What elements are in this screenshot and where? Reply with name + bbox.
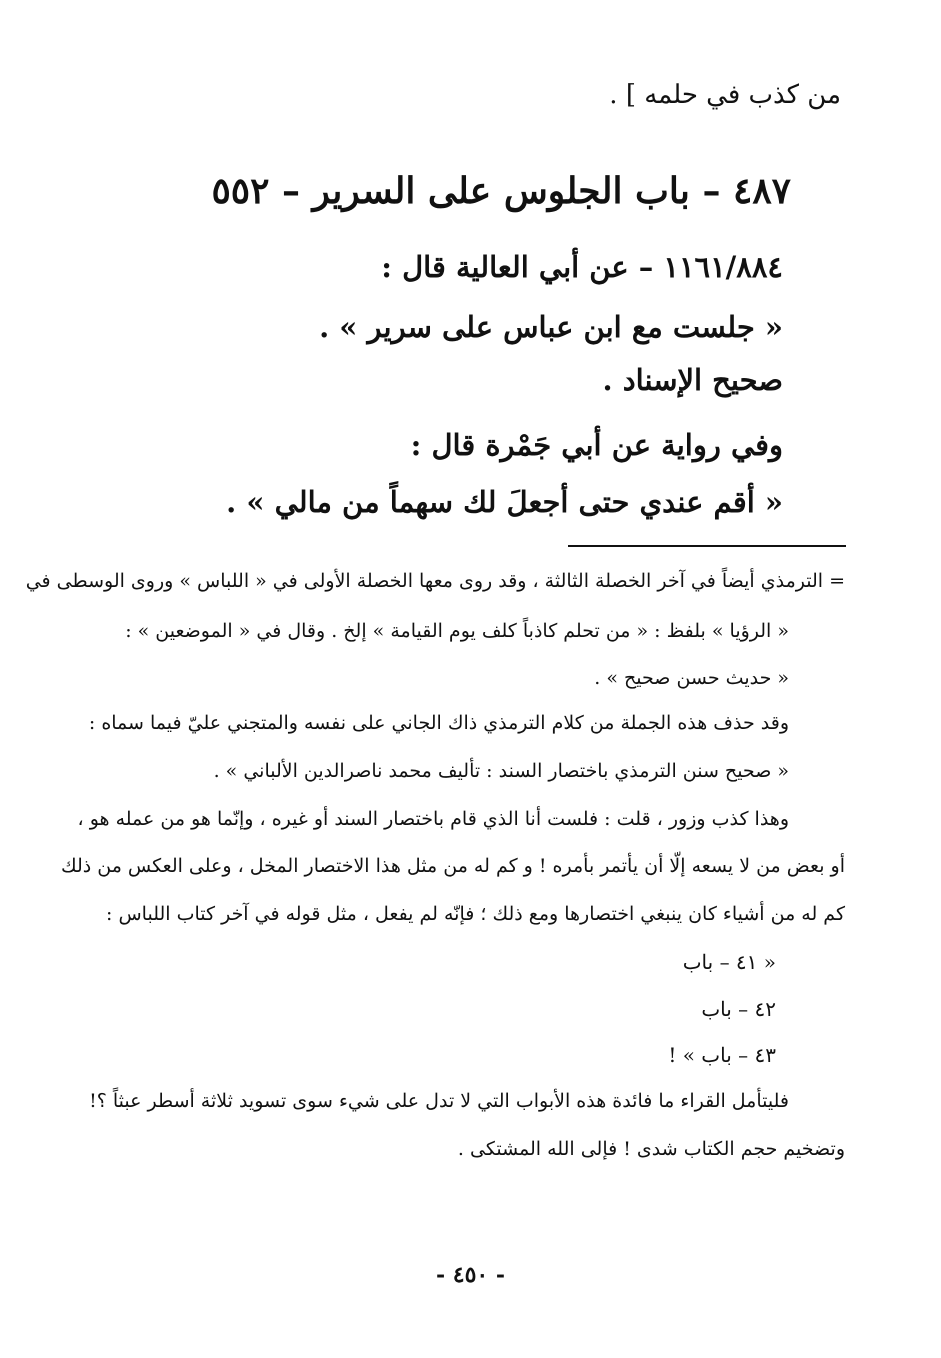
footnote-line-6: وهذا كذب وزور ، قلت : فلست أنا الذي قام باختصار السند أو غيره ، وإنّما هو من عمله هو ،: [77, 808, 789, 830]
page-number: - ٤٥٠ -: [435, 1262, 506, 1288]
footnote-line-2: « الرؤيا » بلفظ : « من تحلم كاذباً كلف يوم القيامة » إلخ . وقال في « الموضعين » :: [125, 620, 789, 642]
footnote-list-item-3: ٤٣ – باب » !: [668, 1043, 776, 1067]
footnote-separator: [568, 545, 846, 547]
footnote-line-3: « حديث حسن صحيح » .: [594, 667, 789, 689]
hadith-variant-text: « أقم عندي حتى أجعلَ لك سهماً من مالي » .: [226, 485, 783, 519]
footnote-closing-2: وتضخيم حجم الكتاب شدى ! فإلى الله المشتكى .: [457, 1138, 845, 1160]
footnote-line-5: « صحيح سنن الترمذي باختصار السند : تأليف محمد ناصرالدين الألباني » .: [213, 760, 789, 782]
chapter-title: ٤٨٧ – باب الجلوس على السرير – ٥٥٢: [211, 170, 791, 212]
hadith-number-line: ١١٦١/٨٨٤ – عن أبي العالية قال :: [381, 250, 783, 284]
hadith-text: « جلست مع ابن عباس على سرير » .: [319, 310, 783, 344]
continuation-line: من كذب في حلمه ] .: [609, 80, 841, 110]
footnote-list-item-1: « ٤١ – باب: [682, 950, 776, 974]
footnote-list-item-2: ٤٢ – باب: [701, 997, 776, 1021]
footnote-closing-1: فليتأمل القراء ما فائدة هذه الأبواب التي لا تدل على شيء سوى تسويد ثلاثة أسطر عبثاً ؟!: [89, 1090, 789, 1112]
hadith-grade: صحيح الإسناد .: [602, 363, 783, 397]
footnote-line-8: كم له من أشياء كان ينبغي اختصارها ومع ذلك ؛ فإنّه لم يفعل ، مثل قوله في آخر كتاب اللباس :: [106, 903, 845, 925]
hadith-variant-intro: وفي رواية عن أبي جَمْرة قال :: [410, 428, 783, 462]
footnote-line-1: = الترمذي أيضاً في آخر الخصلة الثالثة ، وقد روى معها الخصلة الأولى في « اللباس » وروى الوسطى في: [25, 570, 845, 592]
footnote-line-7: أو بعض من لا يسعه إلّا أن يأتمر بأمره ! و كم له من مثل هذا الاختصار المخل ، وعلى العكس من ذلك: [60, 855, 845, 877]
footnote-line-4: وقد حذف هذه الجملة من كلام الترمذي ذاك الجاني على نفسه والمتجني عليّ فيما سماه :: [88, 712, 789, 734]
